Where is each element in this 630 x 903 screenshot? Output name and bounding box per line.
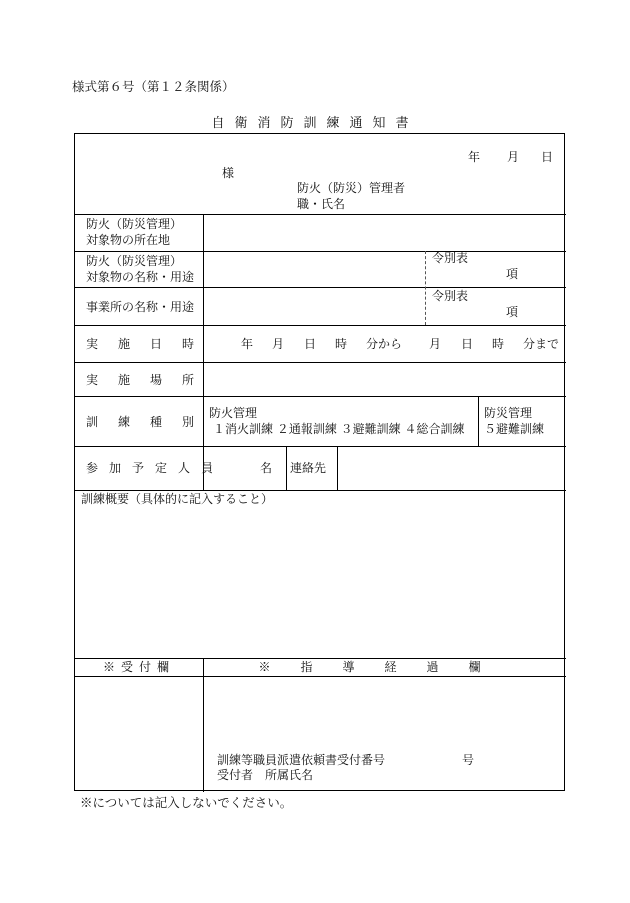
ordinance-label: 令別表	[432, 289, 469, 303]
number-unit: 号	[462, 753, 475, 767]
place-label: 実施場所	[86, 373, 215, 387]
date-field-day: 日	[304, 337, 317, 351]
row-divider	[75, 325, 566, 326]
row-divider	[75, 396, 566, 397]
date-month: 月	[507, 150, 520, 164]
label-column-divider	[203, 214, 204, 490]
date-day: 日	[541, 150, 554, 164]
footnote: ※については記入しないでください。	[80, 795, 293, 810]
row-divider	[75, 362, 566, 363]
participants-divider	[286, 446, 287, 490]
addressee-suffix: 様	[222, 166, 235, 180]
document-title: 自衛消防訓練通知書	[211, 116, 419, 131]
ordinance-dashed-divider	[425, 251, 426, 325]
manager-title: 防火（防災）管理者	[297, 181, 406, 195]
ordinance-label: 令別表	[432, 251, 469, 265]
row-divider	[75, 287, 566, 288]
item-label: 項	[506, 305, 519, 319]
notification-form-table	[74, 133, 565, 791]
date-field-minute-from: 分から	[366, 337, 403, 351]
item-label: 項	[506, 267, 519, 281]
contact-divider	[337, 446, 338, 490]
date-field-end-hour: 時	[492, 337, 505, 351]
location-label-line2: 対象物の所在地	[86, 233, 171, 247]
receiver-label: 受付者 所属氏名	[217, 768, 314, 782]
fire-management-header: 防火管理	[209, 406, 258, 420]
training-summary-label: 訓練概要（具体的に記入すること）	[81, 492, 274, 506]
date-year: 年	[468, 150, 481, 164]
name-use-label-line1: 防火（防災管理）	[86, 254, 183, 268]
disaster-column-divider	[478, 396, 479, 446]
date-field-minute-until: 分まで	[523, 337, 560, 351]
disaster-management-items: ５避難訓練	[484, 422, 545, 436]
row-divider	[75, 214, 566, 215]
manager-name-label: 職・氏名	[297, 197, 346, 211]
date-field-month: 月	[272, 337, 285, 351]
date-label: 実施日時	[86, 337, 215, 351]
office-label: 事業所の名称・用途	[86, 300, 195, 314]
fire-management-items: １消火訓練 ２通報訓練 ３避難訓練 ４総合訓練	[213, 422, 465, 436]
dispatch-number-label: 訓練等職員派遣依頼書受付番号	[217, 753, 386, 767]
contact-label: 連絡先	[290, 461, 327, 475]
row-divider	[75, 490, 566, 491]
persons-unit: 名	[260, 461, 273, 475]
reception-label: ※受付欄	[102, 660, 175, 674]
date-field-end-day: 日	[461, 337, 474, 351]
date-field-end-month: 月	[429, 337, 442, 351]
row-divider	[75, 658, 566, 659]
date-field-hour: 時	[335, 337, 348, 351]
training-type-label: 訓練種別	[86, 415, 215, 429]
disaster-management-header: 防災管理	[484, 406, 533, 420]
participants-label: 参加予定人員	[86, 461, 225, 475]
name-use-label-line2: 対象物の名称・用途	[86, 270, 195, 284]
form-number: 様式第６号（第１２条関係）	[72, 79, 235, 94]
reception-column-divider	[203, 658, 204, 792]
row-divider	[75, 676, 566, 677]
row-divider	[75, 251, 566, 252]
guidance-label: ※指導経過欄	[258, 660, 511, 674]
location-label-line1: 防火（防災管理）	[86, 217, 183, 231]
date-field-year: 年	[241, 337, 254, 351]
row-divider	[75, 446, 566, 447]
